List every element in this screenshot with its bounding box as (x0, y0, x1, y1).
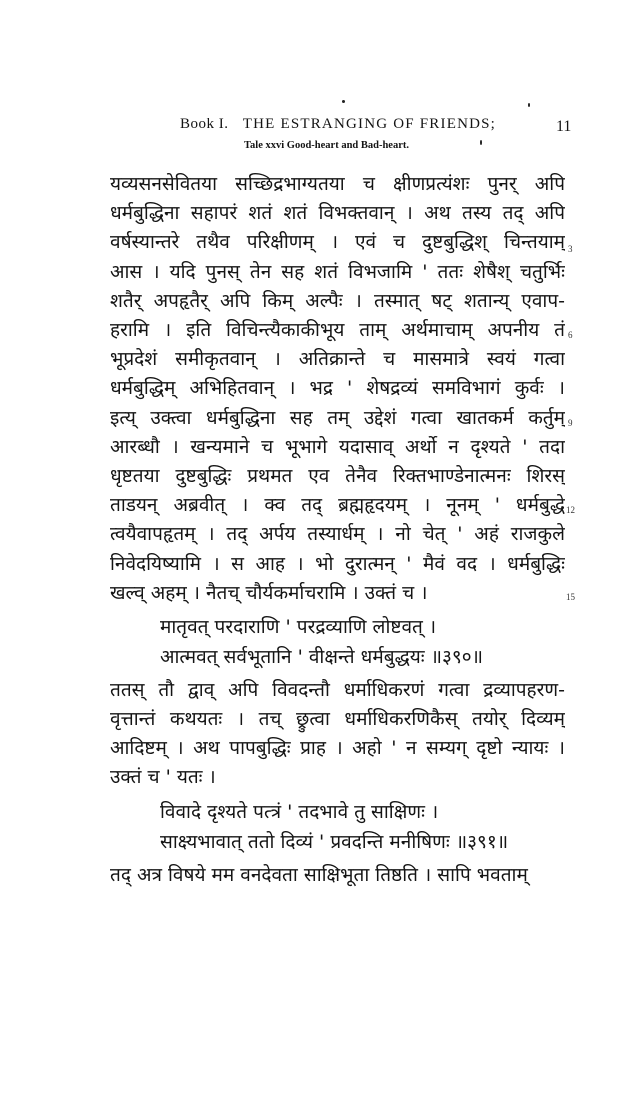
text-line-content: ततस् तौ द्वाव् अपि विवदन्तौ धर्माधिकरणं गत्वा द्रव्यापहरण- (110, 678, 565, 701)
text-line (110, 316, 565, 345)
text-line-content: इत्य् उक्त्वा धर्मबुद्धिना सह तम् उद्देशं गत्वा खातकर्म कर्तुम् (110, 406, 565, 429)
text-line (110, 520, 565, 549)
text-line (110, 763, 565, 792)
verse-line: विवादे दृश्यते पत्त्रं ' तदभावे तु साक्षिणः । (160, 800, 439, 823)
text-line-content: वर्षस्यान्तरे तथैव परिक्षीणम् । एवं च दुष्टबुद्धिश् चिन्तयाम् (110, 231, 565, 254)
page-number: 11 (556, 118, 572, 135)
prose-block-3 (110, 861, 565, 890)
print-speck (528, 103, 530, 107)
text-line-content: धर्मबुद्धिना सहापरं शतं शतं विभक्तवान् । अथ तस्य तद् अपि (110, 202, 565, 225)
book-title: THE ESTRANGING OF FRIENDS; (242, 116, 497, 132)
text-line (110, 287, 565, 316)
text-line-content: भूप्रदेशं समीकृतवान् । अतिक्रान्ते च मासमात्रे स्वयं गत्वा (110, 348, 565, 371)
text-line (110, 170, 565, 199)
text-line (110, 258, 565, 287)
verse-line: मातृवत् परदाराणि ' परद्रव्याणि लोष्टवत् । (160, 615, 437, 638)
text-line (110, 462, 565, 491)
text-line (110, 734, 565, 763)
text-line-content: ताडयन् अब्रवीत् । क्व तद् ब्रह्महृदयम् । नूनम् ' धर्मबुद्धे (110, 494, 565, 517)
main-text (110, 170, 565, 890)
line-number-mark: 3 (568, 244, 573, 254)
verse-line: साक्ष्यभावात् ततो दिव्यं ' प्रवदन्ति मनीषिणः ॥३९१॥ (160, 830, 509, 853)
text-line-content: शतैर् अपहृतैर् अपि किम् अल्पैः । तस्मात् षट् शतान्य् एवाप- (110, 289, 565, 312)
line-number-mark: 9 (568, 418, 573, 428)
verse-block-2 (110, 797, 565, 857)
print-speck (480, 140, 482, 145)
text-line-content: त्वयैवापहृतम् । तद् अर्पय तस्यार्धम् । नो चेत् ' अहं राजकुले (110, 523, 565, 546)
prose-block-2 (110, 676, 565, 793)
text-line (110, 199, 565, 228)
text-line (110, 404, 565, 433)
book-number: Book I. (180, 116, 229, 132)
text-line-content: खल्व् अहम् । नैतच् चौर्यकर्माचरामि । उक्तं च । (110, 581, 428, 604)
text-line-content: वृत्तान्तं कथयतः । तच् छ्रुत्वा धर्माधिकरणिकैस् तयोर् दिव्यम् (110, 708, 565, 731)
text-line-content: धर्मबुद्धिम् अभिहितवान् । भद्र ' शेषद्रव्यं समविभागं कुर्वः । (110, 377, 565, 400)
verse-line: आत्मवत् सर्वभूतानि ' वीक्षन्ते धर्मबुद्धयः ॥३९०॥ (160, 645, 484, 668)
text-line (110, 345, 565, 374)
text-line (110, 676, 565, 705)
text-line (110, 861, 565, 890)
text-line (110, 705, 565, 734)
text-line-content: यव्यसनसेवितया सच्छिद्रभाग्यतया च क्षीणप्रत्यंशः पुनर् अपि (110, 173, 565, 196)
text-line-content: निवेदयिष्यामि । स आह । भो दुरात्मन् ' मैवं वद । धर्मबुद्धिः (110, 552, 565, 575)
text-line (110, 228, 565, 257)
line-number-mark: 12 (566, 505, 575, 515)
text-line (110, 374, 565, 403)
prose-block-1 (110, 170, 565, 608)
verse-block-1 (110, 612, 565, 672)
text-line (110, 491, 565, 520)
text-line-content: हरामि । इति विचिन्त्यैकाकीभूय ताम् अर्थमाचाम् अपनीय तं (110, 319, 565, 342)
text-line-content: आरब्धौ । खन्यमाने च भूभागे यदासाव् अर्थो न दृश्यते ' तदा (110, 435, 565, 458)
text-line (110, 549, 565, 578)
text-line-content: आदिष्टम् । अथ पापबुद्धिः प्राह । अहो ' न सम्यग् दृष्टो न्यायः । (110, 737, 565, 760)
print-speck (342, 100, 345, 103)
running-header (180, 116, 496, 133)
text-line-content: आस । यदि पुनस् तेन सह शतं विभजामि ' ततः शेषैश् चतुर्भिः (110, 260, 565, 283)
line-number-mark: 15 (566, 592, 575, 602)
text-line (110, 579, 565, 608)
text-line-content: उक्तं च ' यतः । (110, 766, 216, 789)
line-number-mark: 6 (568, 330, 573, 340)
tale-subtitle: Tale xxvi Good-heart and Bad-heart. (244, 140, 409, 151)
text-line-content: तद् अत्र विषये मम वनदेवता साक्षिभूता तिष्ठति । सापि भवताम् (110, 863, 528, 886)
text-line (110, 433, 565, 462)
text-line-content: धृष्टतया दुष्टबुद्धिः प्रथमत एव तेनैव रिक्तभाण्डेनात्मनः शिरस् (110, 464, 565, 487)
